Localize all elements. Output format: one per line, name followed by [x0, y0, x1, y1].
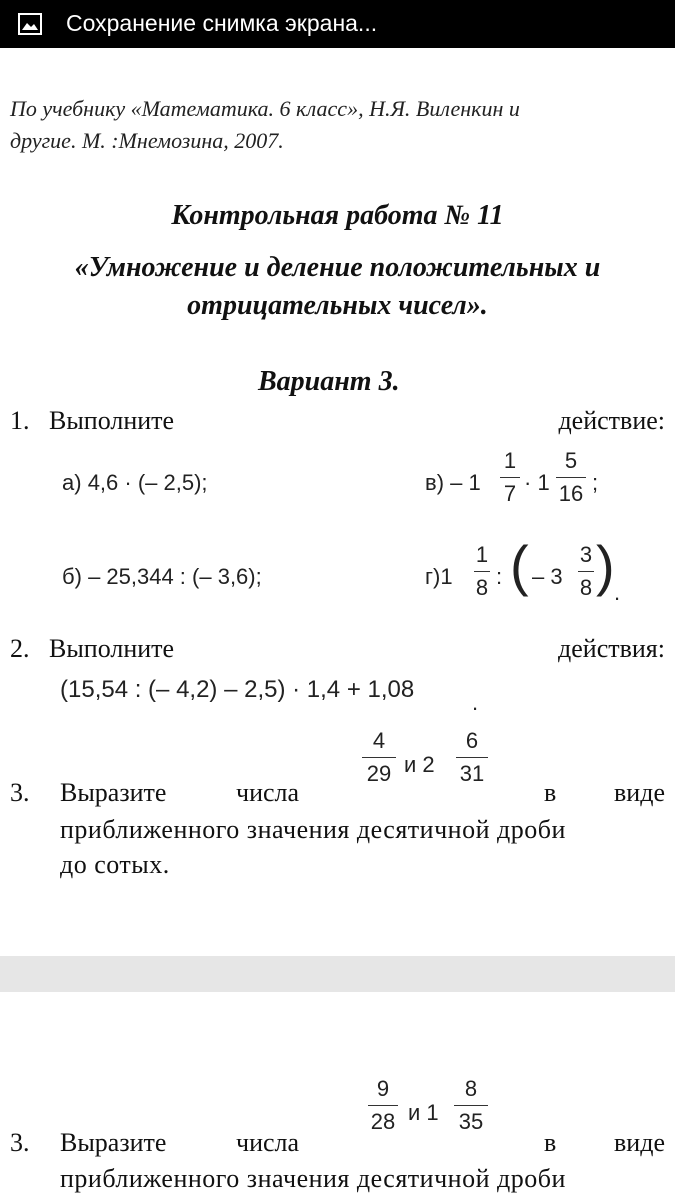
task-1-number: 1.: [10, 406, 30, 435]
task-1g-inner: – 3: [532, 564, 563, 589]
task-3a-word-1: Выразите: [60, 778, 167, 807]
source-line-1: По учебнику «Математика. 6 класс», Н.Я. Виленкин и: [10, 96, 520, 121]
task-3a-fraction-1: 4 29: [362, 728, 396, 787]
task-1a: а) 4,6 · (– 2,5);: [62, 470, 208, 495]
topic-line-1: «Умножение и деление положительных и: [74, 252, 601, 283]
status-bar: [0, 0, 675, 48]
task-1v-label: в) – 1: [425, 470, 481, 495]
task-3b-fraction-2: 8 35: [454, 1076, 488, 1135]
task-1g-label: г)1: [425, 564, 453, 589]
task-2-number: 2.: [10, 634, 30, 663]
task-1v-mid: · 1: [524, 470, 550, 495]
task-1-word-2: действие:: [558, 406, 665, 435]
task-3a-word-2: числа: [236, 778, 300, 807]
task-3a-fraction-2: 6 31: [456, 728, 488, 787]
task-1-header: [10, 406, 665, 436]
task-1a-expr: 4,6 · (– 2,5);: [87, 470, 208, 495]
task-3a-line-2: приближенного значения десятичной дроби: [60, 815, 566, 844]
task-1v-fraction-1: 1 7: [500, 448, 520, 507]
task-2-word: Выполните: [49, 634, 175, 663]
task-2-header: [10, 634, 665, 664]
task-3a-word-4: виде: [614, 778, 665, 807]
image-icon: [18, 13, 42, 35]
task-1v-end: ;: [592, 470, 599, 495]
task-3a-line-3: до сотых.: [60, 850, 170, 879]
task-1g-fraction-1: 1 8: [475, 542, 489, 600]
task-3a-number: 3.: [10, 778, 30, 807]
task-3b-number: 3.: [10, 1128, 30, 1157]
open-paren: (: [510, 534, 529, 597]
task-1g-fraction-2: 3 8: [579, 542, 593, 600]
task-1-word: Выполните: [49, 406, 175, 435]
task-3b-and: и 1: [408, 1100, 439, 1125]
task-1b: б) – 25,344 : (– 3,6);: [62, 564, 262, 589]
source-line-2: другие. М. :Мнемозина, 2007.: [10, 128, 284, 153]
status-title: Сохранение снимка экрана...: [66, 10, 378, 36]
task-1b-expr: – 25,344 : (– 3,6);: [88, 564, 262, 589]
task-3b-fraction-1: 9 28: [368, 1076, 398, 1135]
task-2-word-2: действия:: [558, 634, 665, 663]
task-2-expr: (15,54 : (– 4,2) – 2,5) · 1,4 + 1,08: [60, 676, 415, 703]
task-1g-end: .: [614, 580, 621, 605]
task-3b-word-2: числа: [236, 1128, 300, 1157]
task-2-dot: .: [472, 690, 479, 715]
task-3b-line-2: приближенного значения десятичной дроби: [60, 1164, 566, 1193]
variant-title: Вариант 3.: [258, 366, 400, 397]
task-3a-word-3: в: [544, 778, 557, 807]
task-1g-mid: :: [496, 564, 503, 589]
task-3a-and: и 2: [404, 752, 435, 777]
task-3b-word-1: Выразите: [60, 1128, 167, 1157]
close-paren: ): [596, 534, 615, 597]
task-3b-word-4: виде: [614, 1128, 665, 1157]
task-1v-fraction-2: 5 16: [556, 448, 586, 507]
page-gap: [0, 956, 675, 992]
topic-line-2: отрицательных чисел».: [187, 290, 488, 321]
task-3b-word-3: в: [544, 1128, 557, 1157]
test-heading: Контрольная работа № 11: [171, 200, 504, 231]
